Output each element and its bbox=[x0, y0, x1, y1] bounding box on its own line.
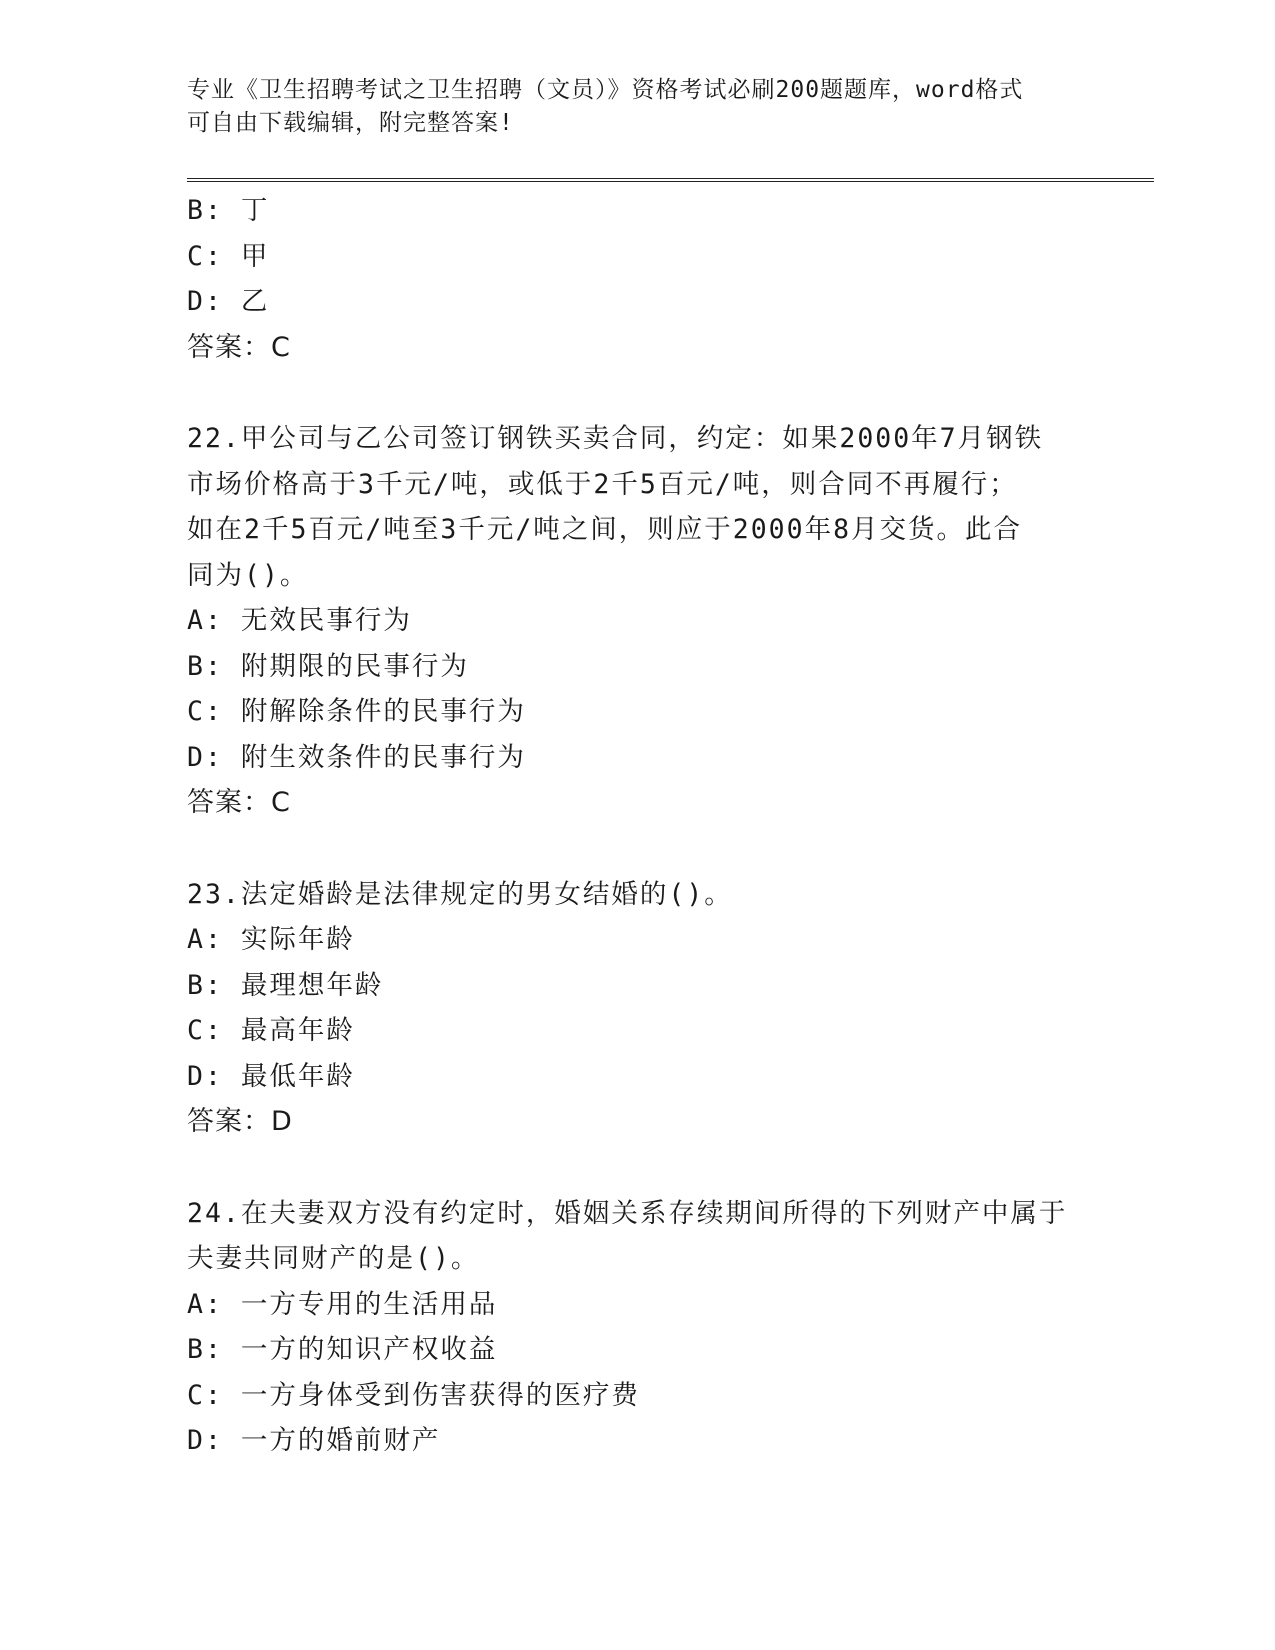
option-b: B: 丁 bbox=[187, 195, 270, 226]
question-24 bbox=[187, 1191, 1087, 1464]
spacer bbox=[187, 370, 1087, 416]
header-line-2: 可自由下载编辑，附完整答案! bbox=[187, 110, 514, 136]
question-21 bbox=[187, 188, 1087, 370]
page-header bbox=[187, 74, 1087, 140]
question-stem-line: 市场价格高于3千元/吨，或低于2千5百元/吨，则合同不再履行； bbox=[187, 468, 1018, 500]
option-d: D: 附生效条件的民事行为 bbox=[187, 741, 526, 773]
document-body bbox=[187, 188, 1087, 1464]
question-stem-line: 22.甲公司与乙公司签订钢铁买卖合同，约定：如果2000年7月钢铁 bbox=[187, 423, 1044, 454]
answer: 答案：D bbox=[187, 1106, 293, 1137]
question-stem-line: 23.法定婚龄是法律规定的男女结婚的()。 bbox=[187, 878, 733, 910]
question-stem-line: 夫妻共同财产的是()。 bbox=[187, 1243, 480, 1274]
option-a: A: 实际年龄 bbox=[187, 924, 355, 955]
option-c: C: 一方身体受到伤害获得的医疗费 bbox=[187, 1379, 640, 1411]
header-line-1: 专业《卫生招聘考试之卫生招聘（文员）》资格考试必刷200题题库，word格式 bbox=[187, 77, 1024, 103]
option-b: B: 一方的知识产权收益 bbox=[187, 1334, 498, 1365]
spacer bbox=[187, 826, 1087, 872]
option-c: C: 附解除条件的民事行为 bbox=[187, 696, 526, 727]
answer: 答案：C bbox=[187, 787, 291, 818]
question-stem-line: 24.在夫妻双方没有约定时，婚姻关系存续期间所得的下列财产中属于 bbox=[187, 1197, 1068, 1229]
question-22 bbox=[187, 416, 1087, 826]
question-stem-line: 如在2千5百元/吨至3千元/吨之间，则应于2000年8月交货。此合 bbox=[187, 514, 1023, 545]
option-a: A: 一方专用的生活用品 bbox=[187, 1288, 498, 1320]
question-stem-line: 同为()。 bbox=[187, 559, 309, 591]
option-b: B: 附期限的民事行为 bbox=[187, 650, 469, 682]
question-23 bbox=[187, 872, 1087, 1145]
option-d: D: 一方的婚前财产 bbox=[187, 1425, 441, 1456]
spacer bbox=[187, 1145, 1087, 1191]
option-c: C: 甲 bbox=[187, 240, 270, 272]
option-d: D: 乙 bbox=[187, 286, 270, 317]
option-a: A: 无效民事行为 bbox=[187, 605, 412, 636]
option-d: D: 最低年龄 bbox=[187, 1060, 355, 1092]
header-divider bbox=[187, 178, 1154, 182]
option-b: B: 最理想年龄 bbox=[187, 969, 384, 1001]
answer: 答案：C bbox=[187, 331, 291, 363]
option-c: C: 最高年龄 bbox=[187, 1015, 355, 1046]
